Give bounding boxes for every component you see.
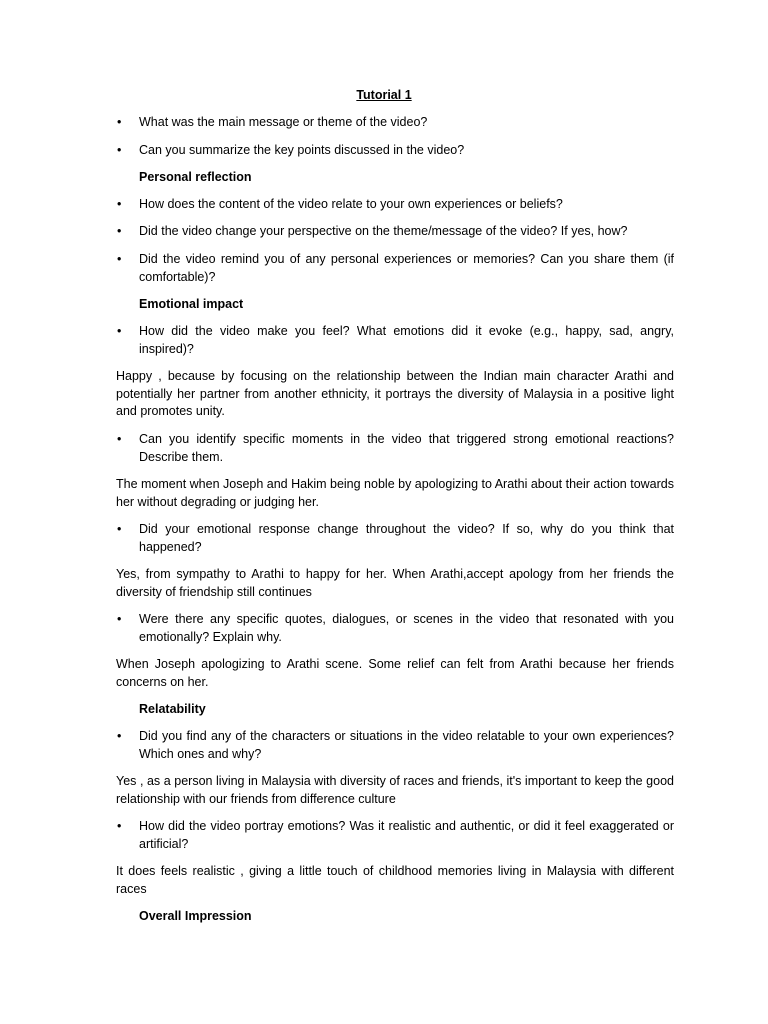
section-heading: Relatability [139, 702, 206, 716]
section-heading: Overall Impression [139, 909, 252, 923]
question-item: • Were there any specific quotes, dialogues, or scenes in the video that resonated with you emotionally? Explain why. [139, 611, 674, 646]
question-item: • How did the video portray emotions? Was it realistic and authentic, or did it feel exaggerated or artificial? [139, 818, 674, 853]
question-item: • Can you summarize the key points discussed in the video? [139, 142, 674, 160]
page-title: Tutorial 1 [356, 88, 412, 102]
answer-paragraph: The moment when Joseph and Hakim being noble by apologizing to Arathi about their action towards her without degrading or judging her. [116, 477, 674, 509]
answer-paragraph: Yes , as a person living in Malaysia with diversity of races and friends, it's important to keep the good relationship with our friends from difference culture [116, 774, 674, 806]
section-heading: Personal reflection [139, 170, 252, 184]
question-item: • How does the content of the video relate to your own experiences or beliefs? [139, 196, 674, 214]
question-item: • Did you find any of the characters or situations in the video relatable to your own experiences? Which ones and why? [139, 728, 674, 763]
answer-paragraph: Happy , because by focusing on the relationship between the Indian main character Arathi and potentially her partner from another ethnicity, it portrays the diversity of Malaysia in a positive light and promotes unity. [116, 369, 674, 418]
question-item: • Did the video change your perspective on the theme/message of the video? If yes, how? [139, 223, 674, 241]
answer-paragraph: Yes, from sympathy to Arathi to happy for her. When Arathi,accept apology from her friends the diversity of friendship still continues [116, 567, 674, 599]
question-item: • How did the video make you feel? What emotions did it evoke (e.g., happy, sad, angry, inspired)? [139, 323, 674, 358]
question-item: • Did your emotional response change throughout the video? If so, why do you think that happened? [139, 521, 674, 556]
answer-paragraph: It does feels realistic , giving a little touch of childhood memories living in Malaysia with different races [116, 864, 674, 896]
answer-paragraph: When Joseph apologizing to Arathi scene. Some relief can felt from Arathi because her friends concerns on her. [116, 657, 674, 689]
question-item: • What was the main message or theme of the video? [139, 114, 674, 132]
question-item: • Did the video remind you of any personal experiences or memories? Can you share them (if comfortable)? [139, 251, 674, 286]
question-item: • Can you identify specific moments in the video that triggered strong emotional reactions? Describe them. [139, 431, 674, 466]
section-heading: Emotional impact [139, 297, 244, 311]
